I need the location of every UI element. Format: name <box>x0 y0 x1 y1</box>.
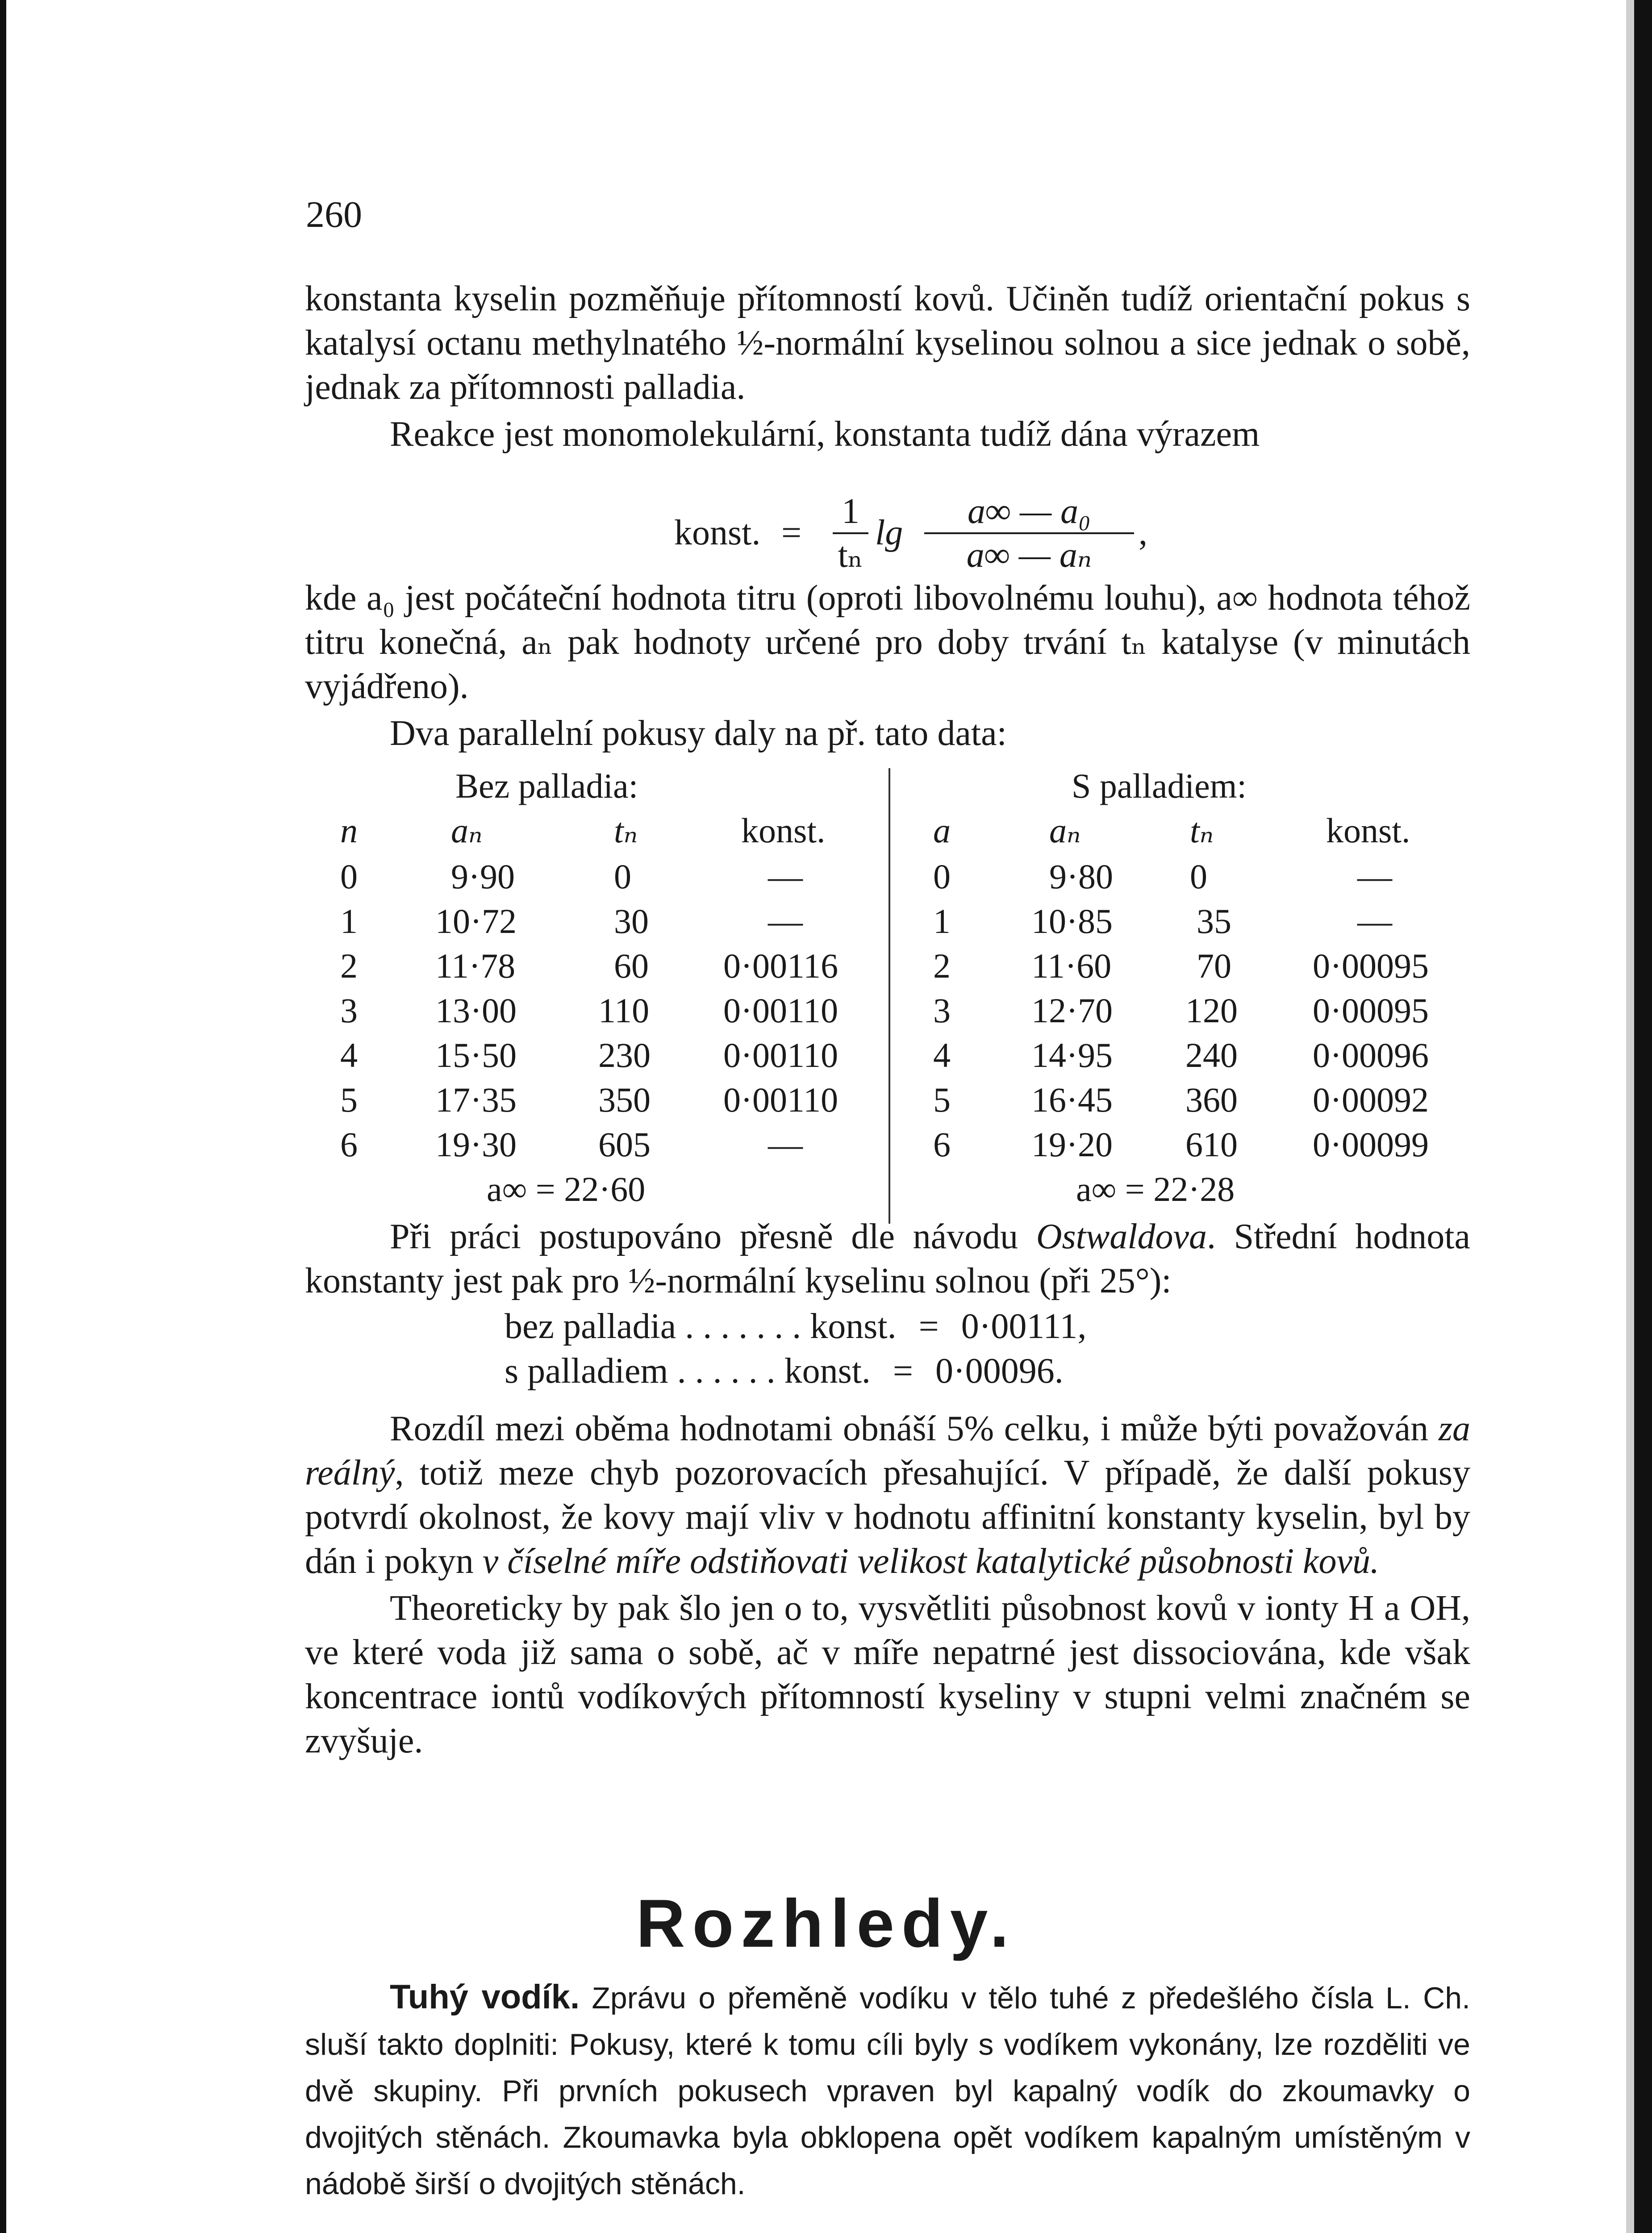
table-cell: 350 <box>598 1080 651 1119</box>
header-a: a <box>933 811 951 850</box>
table-cell: 0 <box>933 857 951 896</box>
table-cell: 10·85 <box>1031 902 1113 941</box>
table-cell: 15·50 <box>435 1036 517 1075</box>
table-cell: 3 <box>933 991 951 1030</box>
table-divider <box>889 768 890 1224</box>
paragraph-6: Rozdíl mezi oběma hodnotami obnáší 5% celku, i může býti považován za reálný, totiž meze chyb pozorovacích přesahující. V případě, že další pokusy potvrdí okolnost, že kovy mají vliv v hodnotu affinitní konstanty kyselin, byl by dán i pokyn v číselné míře odstiňovati velikost katalytické působnosti kovů. <box>305 1409 1470 1581</box>
table-cell: 0·00099 <box>1313 1125 1429 1164</box>
table-cell: 17·35 <box>435 1080 517 1119</box>
table-cell: 1 <box>933 902 951 941</box>
fraction-1-denominator: tₙ <box>838 535 864 575</box>
table-cell: 11·78 <box>435 946 516 985</box>
table-cell: — <box>768 1125 803 1164</box>
comparison-value: 0·00111, <box>961 1307 1087 1346</box>
table-cell: — <box>768 857 803 896</box>
news-item <box>305 1974 1470 2207</box>
header-konst: konst. <box>741 811 826 850</box>
table-cell: 10·72 <box>435 902 517 941</box>
table-cell: 2 <box>933 946 951 985</box>
comparison-value: 0·00096. <box>935 1351 1064 1391</box>
table-cell: 14·95 <box>1031 1036 1113 1075</box>
table-cell: 4 <box>340 1036 358 1075</box>
formula-lg: lg <box>875 513 903 552</box>
header-an-right: aₙ <box>1049 811 1081 850</box>
paragraph-1: konstanta kyselin pozměňuje přítomností kovů. Učiněn tudíž orientační pokus s katalysí octanu methylnatého ½-normální kyselinou solnou a sice jednak o sobě, jednak za přítomnosti palladia. <box>305 279 1470 407</box>
table-cell: 19·20 <box>1031 1125 1113 1164</box>
fraction-2-bar <box>924 532 1134 534</box>
formula-fraction-2 <box>924 491 1134 575</box>
comparison-equals: = <box>893 1351 914 1391</box>
header-n: n <box>340 811 358 850</box>
table-cell: 1 <box>340 902 358 941</box>
table-cell: 12·70 <box>1031 991 1113 1030</box>
table-cell: 16·45 <box>1031 1080 1113 1119</box>
paragraph-5: Při práci postupováno přesně dle návodu Ostwaldova. Střední hodnota konstanty jest pak pro ½-normální kyselinu solnou (při 25°): <box>305 1217 1471 1300</box>
table-right-final-value: a∞ = 22·28 <box>1076 1170 1235 1208</box>
discussion-block <box>305 1407 1470 1763</box>
table-cell: 13·00 <box>435 991 517 1030</box>
news-paragraph <box>305 1974 1470 2207</box>
header-an: aₙ <box>451 811 483 850</box>
table-cell: 0·00095 <box>1313 991 1429 1030</box>
table-cell: 70 <box>1197 946 1231 985</box>
comparison-label: bez palladia . . . . . . . konst. <box>505 1307 897 1346</box>
table-cell: 6 <box>340 1125 358 1164</box>
method-block <box>305 1215 1470 1303</box>
table-cell: 5 <box>933 1080 951 1119</box>
comparison-row-1 <box>505 1306 1086 1347</box>
paragraph-3: kde a₀ jest počáteční hodnota titru (oproti libovolnému louhu), a∞ hodnota téhož titru konečná, aₙ pak hodnoty určené pro doby trvání tₙ katalyse (v minutách vyjádřeno). <box>305 578 1470 706</box>
table-cell: 4 <box>933 1036 951 1075</box>
paragraph-2: Reakce jest monomolekulární, konstanta tudíž dána výrazem <box>390 414 1260 454</box>
table-cell: 0·00110 <box>723 991 839 1030</box>
formula <box>674 491 1210 581</box>
formula-fraction-1 <box>833 491 868 575</box>
table-cell: 610 <box>1185 1125 1238 1164</box>
table-cell: 0·00092 <box>1313 1080 1429 1119</box>
header-tn-right: tₙ <box>1190 811 1214 850</box>
table-cell: 6 <box>933 1125 951 1164</box>
table-left-final-value: a∞ = 22·60 <box>487 1170 646 1208</box>
fraction-1-numerator: 1 <box>842 492 859 531</box>
table-cell: 0·00110 <box>723 1036 839 1075</box>
formula-equals: = <box>781 513 802 552</box>
table-cell: 0·00110 <box>723 1080 839 1119</box>
table-cell: 60 <box>614 946 649 985</box>
comparison-label: s palladiem . . . . . . konst. <box>505 1351 871 1391</box>
header-tn: tₙ <box>614 811 638 850</box>
table-cell: 0 <box>340 857 358 896</box>
table-cell: 30 <box>614 902 649 941</box>
table-cell: 35 <box>1197 902 1231 941</box>
table-cell: 110 <box>598 991 650 1030</box>
definition-block <box>305 576 1470 756</box>
formula-comma: , <box>1139 513 1147 552</box>
table-cell: 2 <box>340 946 358 985</box>
table-cell: 0·00096 <box>1313 1036 1429 1075</box>
table-cell: — <box>1357 857 1392 896</box>
page-number: 260 <box>306 194 362 235</box>
table-cell: 240 <box>1185 1036 1238 1075</box>
table-right-title: S palladiem: <box>1072 766 1247 805</box>
table-cell: 605 <box>598 1125 651 1164</box>
fraction-2-numerator: a∞ — a₀ <box>968 492 1091 531</box>
table-cell: 3 <box>340 991 358 1030</box>
table-cell: 11·60 <box>1031 946 1112 985</box>
table-cell: — <box>1357 902 1392 941</box>
intro-block <box>305 277 1470 456</box>
fraction-2-denominator: a∞ — aₙ <box>966 535 1092 575</box>
table-cell: 0 <box>614 857 631 896</box>
table-cell: 230 <box>598 1036 651 1075</box>
comparison-row-2 <box>505 1351 1064 1392</box>
paragraph-7: Theoreticky by pak šlo jen o to, vysvětliti působnost kovů v ionty H a OH, ve které voda již sama o sobě, ač v míře nepatrné jest dissociována, kde však koncentrace iontů vodíkových přítomností kyseliny v stupni velmi značném se zvyšuje. <box>305 1589 1470 1760</box>
news-body: Zprávu o přeměně vodíku v tělo tuhé z předešlého čísla L. Ch. sluší takto doplniti: Pokusy, které k tomu cíli byly s vodíkem vykonány, lze rozděliti ve dvě skupiny. Při prvních pokusech vpraven byl kapalný vodík do zkoumavky o dvojitých stěnách. Zkoumavka byla obklopena opět vodíkem kapalným umístěným v nádobě širší o dvojitých stěnách. <box>305 1981 1470 2201</box>
table-cell: 9·80 <box>1049 857 1113 896</box>
table-cell: 360 <box>1185 1080 1238 1119</box>
table-cell: 5 <box>340 1080 358 1119</box>
table-cell: 0·00116 <box>723 946 839 985</box>
comparison-equals: = <box>918 1307 939 1346</box>
table-cell: 0·00095 <box>1313 946 1429 985</box>
section-heading: Rozhledy. <box>636 1886 1016 1961</box>
table-cell: 9·90 <box>451 857 515 896</box>
table-cell: 0 <box>1190 857 1207 896</box>
news-lead: Tuhý vodík. <box>390 1978 580 2016</box>
header-konst-right: konst. <box>1326 811 1410 850</box>
paragraph-4: Dva parallelní pokusy daly na př. tato data: <box>390 714 1007 753</box>
fraction-1-bar <box>833 532 868 534</box>
table-cell: — <box>768 902 803 941</box>
formula-lhs: konst. <box>674 513 761 552</box>
table-left-title: Bez palladia: <box>455 766 638 805</box>
table-cell: 19·30 <box>435 1125 517 1164</box>
table-cell: 120 <box>1185 991 1238 1030</box>
